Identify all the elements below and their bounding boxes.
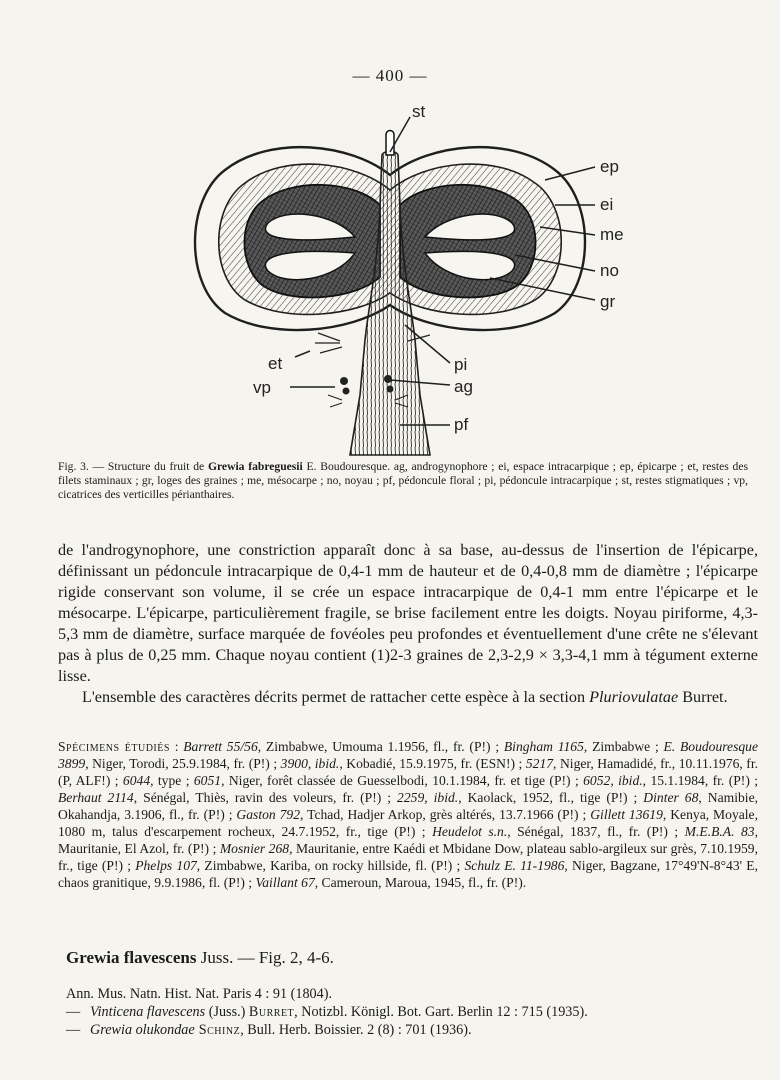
species-heading [66,948,334,968]
ref-dash: — [66,1022,81,1038]
specimen-text: , Niger, Hamadidé, fr., 10.11.1976, fr. (P, ALF!) ; [58,756,759,788]
species-name: Grewia flavescens [66,948,197,967]
label-st: st [412,102,426,121]
label-ei: ei [600,195,614,214]
ref-3-name: Grewia olukondae [90,1022,195,1038]
specimen-text: , Sénégal, Thiès, ravin des voleurs, fr. (P!) ; [133,790,398,805]
reference-3 [66,1021,746,1039]
ref-3-rest: , Bull. Herb. Boissier. 2 (8) : 701 (1936). [240,1022,472,1038]
caption-species: Grewia fabreguesii [207,460,303,473]
paragraph-section [58,687,758,708]
label-gr: gr [600,292,616,311]
paragraph-section-text: L'ensemble des caractères décrits permet de rattacher cette espèce à la section [82,688,590,706]
specimens-list [58,738,758,891]
specimen-collector: Bingham 1165 [503,739,584,754]
label-vp: vp [253,378,271,397]
paragraph-description: de l'androgynophore, une constriction apparaît donc à sa base, au-dessus de l'insertion de l'épicarpe, définissant un pédoncule intracarpique de 0,4-1 mm de hauteur et de 0,4-0,8 mm de diamètre ; l'épicarpe rigide conservant son volume, il se crée un espace intracarpique de 0,4-1 mm entre l'épicarpe et le mésocarpe. L'épicarpe, particulièrement fragile, se brise facilement entre les doigts. Noyau piriforme, 4,3-5,3 mm de diamètre, surface marquée de fovéoles peu profondes et éventuellement d'une crête ne s'élevant pas à plus de 0,25 mm. Chaque noyau contient (1)2-3 graines de 2,3-2,9 × 3,3-4,1 mm à tégument externe lisse. [58,541,758,685]
specimen-text: , Namibie, Okahandja, 3.1906, fl., fr. (P!) ; [58,790,758,822]
label-pi: pi [454,355,468,374]
perianth-scar [387,386,394,393]
specimen-collector: 5217 [525,756,554,771]
nut-left [244,185,380,298]
ref-2-rest-b: , Notizbl. Königl. Bot. Gart. Berlin 12 : 715 (1935). [294,1004,588,1020]
specimen-text: , Kobadié, 15.9.1975, fr. (ESN!) ; [339,756,526,771]
specimen-text: , Zimbabwe, Umouma 1.1956, fl., fr. (P!) ; [257,739,504,754]
caption-prefix: Fig. 3. — Structure du fruit de [58,460,208,473]
specimen-text: , Sénégal, 1837, fl., fr. (P!) ; [507,824,685,839]
body-text [58,540,758,708]
label-ag: ag [454,377,473,396]
specimen-collector: Mosnier 268 [219,841,290,856]
ref-2-name: Vinticena flavescens [90,1004,206,1020]
specimen-collector: Heudelot s.n. [432,824,508,839]
specimen-collector: Gillett 13619 [590,807,663,822]
specimen-text: , Niger, Torodi, 25.9.1984, fr. (P!) ; [85,756,281,771]
specimen-text: , Tchad, Hadjer Arkop, grès altérés, 13.7.1966 (P!) ; [300,807,591,822]
specimen-text: , type ; [150,773,194,788]
specimen-collector: Gaston 792 [236,807,301,822]
label-et: et [268,354,283,373]
specimen-text: Spécimens étudiés [58,739,170,754]
specimen-text: , Niger, forêt classée de Guesselbodi, 10.1.1984, fr. et tige (P!) ; [221,773,584,788]
specimen-text: , Zimbabwe ; [583,739,664,754]
fruit-diagram [150,95,650,460]
specimen-collector: Barrett 55/56 [183,739,258,754]
specimen-collector: 2259, ibid. [397,790,459,805]
nut-right [400,185,536,298]
specimen-collector: 6044 [122,773,151,788]
specimen-text: , Niger, Bagzane, 17°49'N-8°43' E, chaos granitique, 9.9.1986, fl. (P!) ; [58,858,758,890]
specimen-text: , Cameroun, Maroua, 1945, fl., fr. (P!). [314,875,527,890]
perianth-scar [384,375,392,383]
specimen-collector: E. Boudouresque 3899 [58,739,758,771]
ref-dash: — [66,1004,81,1020]
references [66,985,746,1039]
ref-2-rest-a: (Juss.) [205,1004,249,1020]
specimen-collector: 3900, ibid. [280,756,340,771]
specimen-collector: Phelps 107 [135,858,197,873]
specimen-text: : [169,739,184,754]
label-no: no [600,261,619,280]
ref-3-author: Schinz [194,1022,241,1038]
specimen-text: , Mauritanie, entre Kaédi et Mbidane Dow, plateau sablo-argileux sur grès, 7.10.1959, fr., tige (P!) ; [58,841,758,873]
page-number: — 400 — [352,66,428,85]
specimen-collector: M.E.B.A. 83 [684,824,755,839]
label-pf: pf [454,415,469,434]
figure-fruit-structure [150,95,650,460]
paragraph-section-end: Burret. [678,688,728,706]
specimen-text: , 15.1.1984, fr. (P!) ; [642,773,759,788]
specimen-text: , Kenya, Moyale, 1080 m, talus d'escarpement rocheux, 24.7.1952, fr., tige (P!) ; [58,807,758,839]
figure-caption [58,460,748,502]
perianth-scar [343,388,350,395]
specimen-collector: Vaillant 67 [255,875,315,890]
reference-2 [66,1003,746,1021]
species-author: Juss. — Fig. 2, 4-6. [196,948,334,967]
perianth-scar [340,377,348,385]
ref-2-author: Burret [248,1004,295,1020]
reference-1: Ann. Mus. Natn. Hist. Nat. Paris 4 : 91 (1804). [66,986,333,1002]
specimen-collector: Berhaut 2114 [58,790,134,805]
specimen-text: , Kaolack, 1952, fl., tige (P!) ; [458,790,644,805]
caption-text: E. Boudouresque. ag, androgynophore ; ei, espace intracarpique ; ep, épicarpe ; et, restes des filets staminaux ; gr, loges des graines ; me, mésocarpe ; no, noyau ; pf, pédoncule floral ; pi, pédoncule intracarpique ; st, restes stigmatiques ; vp, cicatrices des verticilles périanthaires. [58,460,749,501]
specimen-text: , Zimbabwe, Kariba, on rocky hillside, fl. (P!) ; [196,858,465,873]
specimen-collector: 6052, ibid. [583,773,643,788]
specimen-collector: Dinter 68 [643,790,699,805]
label-ep: ep [600,157,619,176]
specimen-text: , Mauritanie, El Azol, fr. (P!) ; [58,824,758,856]
label-me: me [600,225,624,244]
specimen-collector: Schulz E. 11-1986 [464,858,565,873]
specimen-collector: 6051 [193,773,222,788]
section-name: Pluriovulatae [589,688,679,706]
